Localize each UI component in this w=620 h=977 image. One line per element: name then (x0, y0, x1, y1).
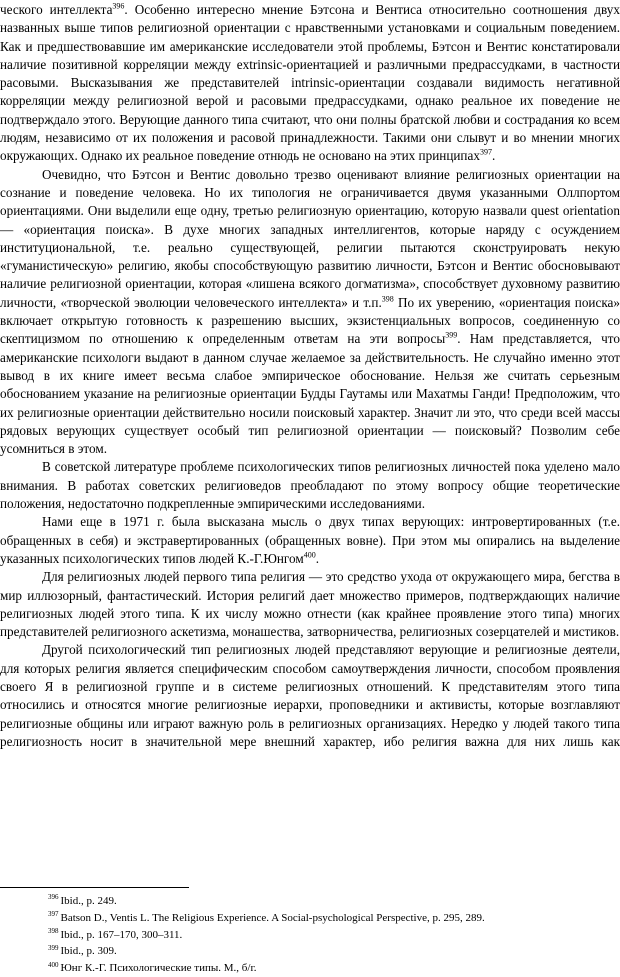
footnote-text: Ibid., p. 167–170, 300–311. (60, 928, 183, 941)
footnote (48, 960, 608, 977)
paragraph-text: Другой психологический тип религиозных людей представляют верующие и религиозные деятели, для которых религия является специфическим способом самоутверждения личности, способом проявления своего Я в религиозной группе и в системе религиозных отношений. К представителям этого типа относились и относятся многие религиозные иерархи, проповедники и активисты, которые возглавляют религиозные общины или играют важную роль в религиозных организациях. Нередко у людей такого типа религиозность носит в значительной мере внешний характер, ибо религия важна для них лишь как (0, 642, 620, 749)
paragraph-text: ческого интеллекта (0, 2, 113, 17)
footnote-text: Юнг К.-Г. Психологические типы. М., б/г. (60, 962, 257, 975)
footnote-separator (0, 887, 189, 888)
footnote-number: 399 (48, 943, 59, 952)
paragraph-text: По их уверению, «ориентация поиска» включает открытую готовность к разрешению высших, экзистенциальных вопросов, соединенную со скептицизмом по отношению к определенным ответам на эти вопросы (0, 294, 620, 347)
paragraph-text: . (315, 550, 319, 566)
paragraph-text: . Нам представляется, что американские психологи выдают в данном случае желаемое за действительность. Не случайно именно этот вывод в их книге имеет весьма слабое эмпирическое обоснование. Нельзя же считать серьезным обоснованием указание на религиозные ориентации Будды Гаутамы или Махатмы Ганди! Предположим, что их религиозные ориентации действительно носили поисковый характер. Значит ли это, что среди всей массы рядовых верующих существует особый тип религиозной ориентации — поисковый? Позволим себе усомниться в этом. (0, 331, 620, 457)
body-text (0, 1, 620, 751)
paragraph-text: Нами еще в 1971 г. была высказана мысль о двух типах верующих: интровертированных (т.е. обращенных в себя) и экстравертированных (обращенных вовне). При этом мы опирались на выделение указанных психологических типов людей К.-Г.Юнгом (0, 514, 620, 566)
footnote-ref: 398 (381, 294, 394, 304)
footnote-text: Batson D., Ventis L. The Religious Experience. A Social-psychological Perspective, p. 295, 289. (60, 911, 485, 924)
footnote-number: 398 (48, 926, 59, 935)
footnote-number: 397 (48, 910, 59, 919)
footnote-number: 396 (48, 893, 59, 902)
paragraph (0, 568, 620, 641)
paragraph-text: . (491, 148, 496, 164)
footnote-ref: 400 (303, 550, 316, 560)
footnote (48, 910, 608, 927)
footnote (48, 943, 608, 960)
footnote-text: Ibid., p. 309. (60, 945, 117, 958)
paragraph-text: Для религиозных людей первого типа религия — это средство ухода от окружающего мира, бегства в мир иллюзорный, фантастический. История религий дает множество примеров, подтверждающих наличие религиозных людей этого типа. К их числу можно отнести (как крайнее проявление этого типа) многих представителей религиозного аскетизма, монашества, затворничества, религиозных созерцателей и мистиков. (0, 569, 620, 640)
footnote-text: Ibid., p. 249. (60, 895, 117, 907)
paragraph (0, 1, 620, 166)
paragraph (0, 458, 620, 513)
footnote (48, 893, 608, 910)
paragraph (0, 166, 620, 459)
footnote-ref: 397 (479, 147, 492, 157)
paragraph-text: В советской литературе проблеме психологических типов религиозных личностей пока уделено мало внимания. В работах советских религиоведов преобладают по этому вопросу общие теоретические положения, недостаточно подкрепленные эмпирическими исследованиями. (0, 459, 620, 512)
paragraph (0, 513, 620, 568)
footnotes (48, 893, 608, 977)
paragraph-text: Очевидно, что Бэтсон и Вентис довольно трезво оценивают влияние религиозных ориентации на сознание и поведение человека. Но их типология не ограничивается двумя указанными Оллпортом ориентациями. Они выделили еще одну, третью религиозную ориентацию, которую назвали quest orientation — «ориентация поиска». В духе многих западных интеллигентов, которые наряду с осуждением институциональной, т.е. реально существующей, религии пытаются сконструировать некую «гуманистическую» религию, якобы способствующую развитию личности, Бэтсон и Вентис обосновывают наличие религиозной ориентации, которая «лишена всякого догматизма», способствует духовному развитию личности, «творческой эволюции человеческого интеллекта» и т.п. (0, 166, 620, 310)
paragraph-text: . Особенно интересно мнение Бэтсона и Вентиса относительно соотношения двух названных выше типов религиозной ориентации с нравственными установками и социальным поведением. Как и предшествовавшие им американские исследователи этой проблемы, Бэтсон и Вентис констатировали наличие позитивной корреляции между extrinsic-ориентацией и различными предрассудками, в частности расовыми. Высказывания же представителей intrinsic-ориентации создавали видимость негативной корреляции между религиозной верой и расовыми предрассудками, однако реальное их поведение не подтверждало этого. Верующие данного типа считают, что они полны братской любви и сострадания ко всем людям, независимо от их положения и расовой принадлежности. Такими они слывут и во мнении многих окружающих. Однако их реальное поведение отнюдь не основано на этих принципах (0, 2, 620, 164)
paragraph (0, 641, 620, 751)
footnote (48, 927, 608, 944)
footnote-ref: 399 (445, 330, 458, 340)
footnote-number: 400 (48, 960, 59, 969)
footnote-ref: 396 (112, 1, 125, 11)
